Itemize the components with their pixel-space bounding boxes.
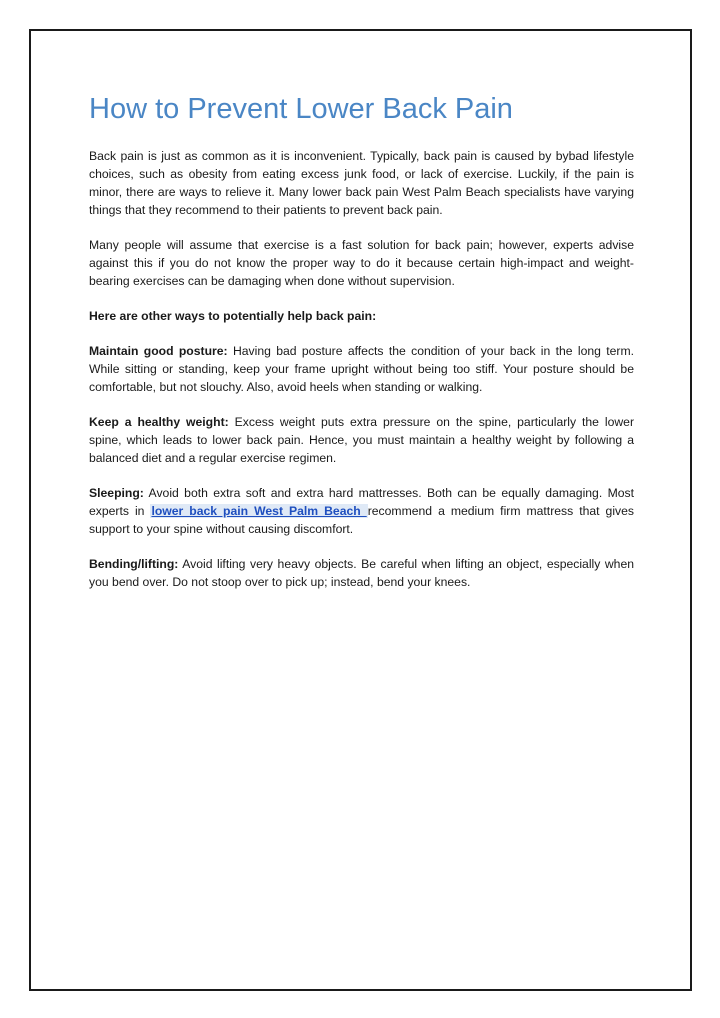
tip-text-before-link: Avoid both extra soft and extra hard mattresses. Both can be equally damaging. Most experts in [89,486,634,518]
tip-text: Having bad posture affects the condition of your back in the long term. While sitting or standing, keep your frame upright without being too stiff. Your posture should be comfortable, but not slouchy. Also, avoid heels when standing or walking. [89,344,634,394]
tip-weight [89,413,634,467]
document-title: How to Prevent Lower Back Pain [89,93,513,125]
tip-label: Maintain good posture: [89,344,228,358]
tip-bending [89,555,634,591]
document-page [29,29,692,991]
tip-label: Sleeping: [89,486,144,500]
lower-back-pain-link[interactable]: lower back pain West Palm Beach [151,504,367,518]
ways-heading-text: Here are other ways to potentially help back pain: [89,309,377,323]
intro-paragraph-1: Back pain is just as common as it is inconvenient. Typically, back pain is caused by bybad lifestyle choices, such as obesity from eating excess junk food, or lack of exercise. Luckily, if the pain is minor, there are ways to relieve it. Many lower back pain West Palm Beach specialists have varying things that they recommend to their patients to prevent back pain. [89,149,634,217]
document-body [89,147,634,608]
tip-label: Keep a healthy weight: [89,415,229,429]
tip-label: Bending/lifting: [89,557,179,571]
tip-text: Excess weight puts extra pressure on the spine, particularly the lower spine, which leads to lower back pain. Hence, you must maintain a healthy weight by following a balanced diet and a regular exercise regimen. [89,415,635,465]
ways-heading [89,307,634,325]
tip-posture [89,342,634,396]
tip-text: Avoid lifting very heavy objects. Be careful when lifting an object, especially when you bend over. Do not stoop over to pick up; instead, bend your knees. [89,557,634,589]
tip-text-after-link: recommend a medium firm mattress that gives support to your spine without causing discomfort. [89,504,634,536]
intro-paragraph-2: Many people will assume that exercise is a fast solution for back pain; however, experts advise against this if you do not know the proper way to do it because certain high-impact and weight-bearing exercises can be damaging when done without supervision. [89,238,634,288]
tip-sleeping [89,484,634,538]
